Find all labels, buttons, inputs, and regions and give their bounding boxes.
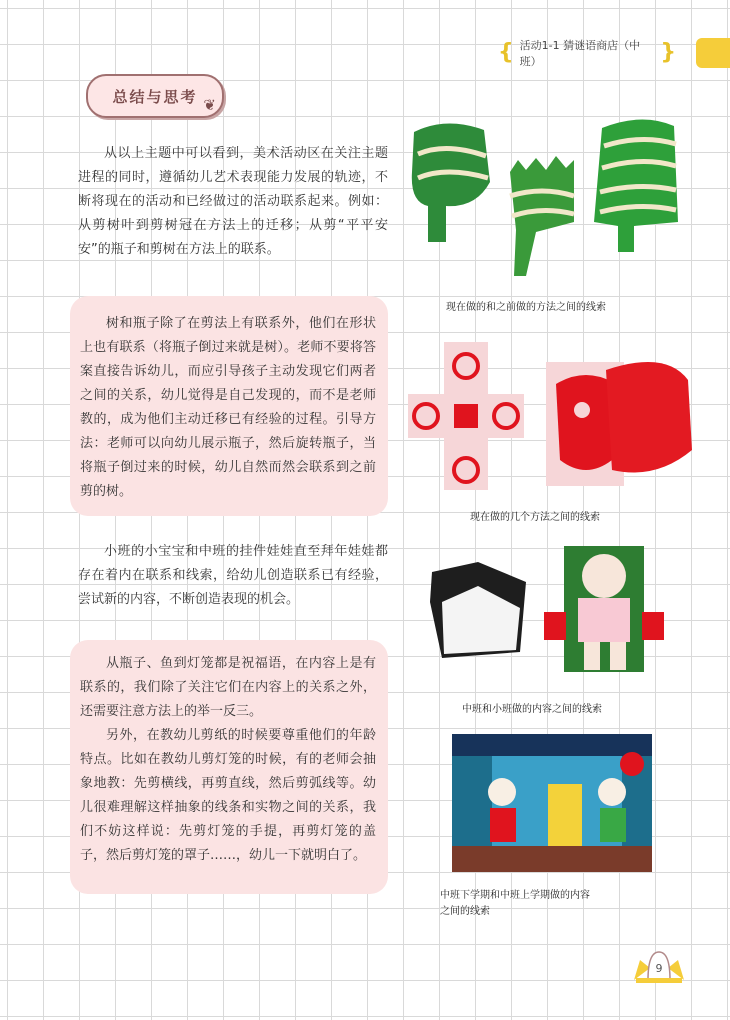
running-header <box>492 40 682 66</box>
sprig-icon: ❦ <box>203 96 218 114</box>
header-activity-title: 活动1-1 猜谜语商店（中班） <box>519 39 641 68</box>
caption-3: 中班和小班做的内容之间的线索 <box>462 704 602 715</box>
paragraph-dolls: 小班的小宝宝和中班的挂件娃娃直至拜年娃娃都存在着内在联系和线索，给幼儿创造联系已有经验，尝试新的内容，不断创造表现的机会。 <box>78 544 388 607</box>
paragraph-lantern: 另外，在教幼儿剪纸的时候要尊重他们的年龄特点。比如在教幼儿剪灯笼的时候，有的老师会抽象地教：先剪横线，再剪直线，然后剪弧线等。幼儿很难理解这样抽象的线条和实物之间的关系，我们不妨这样说：先剪灯笼的手提，再剪灯笼的盖子，然后剪灯笼的罩子……，幼儿一下就明白了。 <box>80 728 376 863</box>
photo-folded-doll <box>428 542 664 682</box>
section-title: 总结与思考 <box>112 87 198 106</box>
photo-paper-trees <box>406 112 690 282</box>
paragraph-blessings: 从瓶子、鱼到灯笼都是祝福语，在内容上是有联系的，我们除了关注它们在内容上的关系之外，还需要注意方法上的举一反三。 <box>80 656 376 719</box>
caption-4-line2: 之间的线索 <box>440 906 490 917</box>
photo-newyear-dolls <box>452 734 652 872</box>
page-number: 9 <box>655 962 663 975</box>
left-brace-icon: { <box>498 40 514 65</box>
right-brace-icon: } <box>660 40 676 65</box>
chapter-tab <box>696 38 730 68</box>
paragraph-intro: 从以上主题中可以看到，美术活动区在关注主题进程的同时，遵循幼儿艺术表现能力发展的轨迹，不断将现在的活动和已经做过的活动联系起来。例如：从剪树叶到剪树冠在方法上的迁移；从剪“平平安安”的瓶子和剪树在方法上的联系。 <box>78 146 388 257</box>
caption-2: 现在做的几个方法之间的线索 <box>470 512 600 523</box>
caption-1: 现在做的和之前做的方法之间的线索 <box>446 302 606 313</box>
paragraph-tree-bottle: 树和瓶子除了在剪法上有联系外，他们在形状上也有联系（将瓶子倒过来就是树）。老师不要将答案直接告诉幼儿，而应引导孩子主动发现它们两者之间的关系，幼儿觉得是自己发现的，而不是老师教的，成为他们主动迁移已有经验的过程。引导方法：老师可以向幼儿展示瓶子，然后旋转瓶子，当将瓶子倒过来的时候，幼儿自然而然会联系到之前剪的树。 <box>80 316 376 499</box>
photo-red-papercuts <box>406 340 696 492</box>
section-title-box <box>86 74 224 118</box>
caption-4-line1: 中班下学期和中班上学期做的内容 <box>440 890 590 901</box>
page-number-badge <box>632 946 686 984</box>
